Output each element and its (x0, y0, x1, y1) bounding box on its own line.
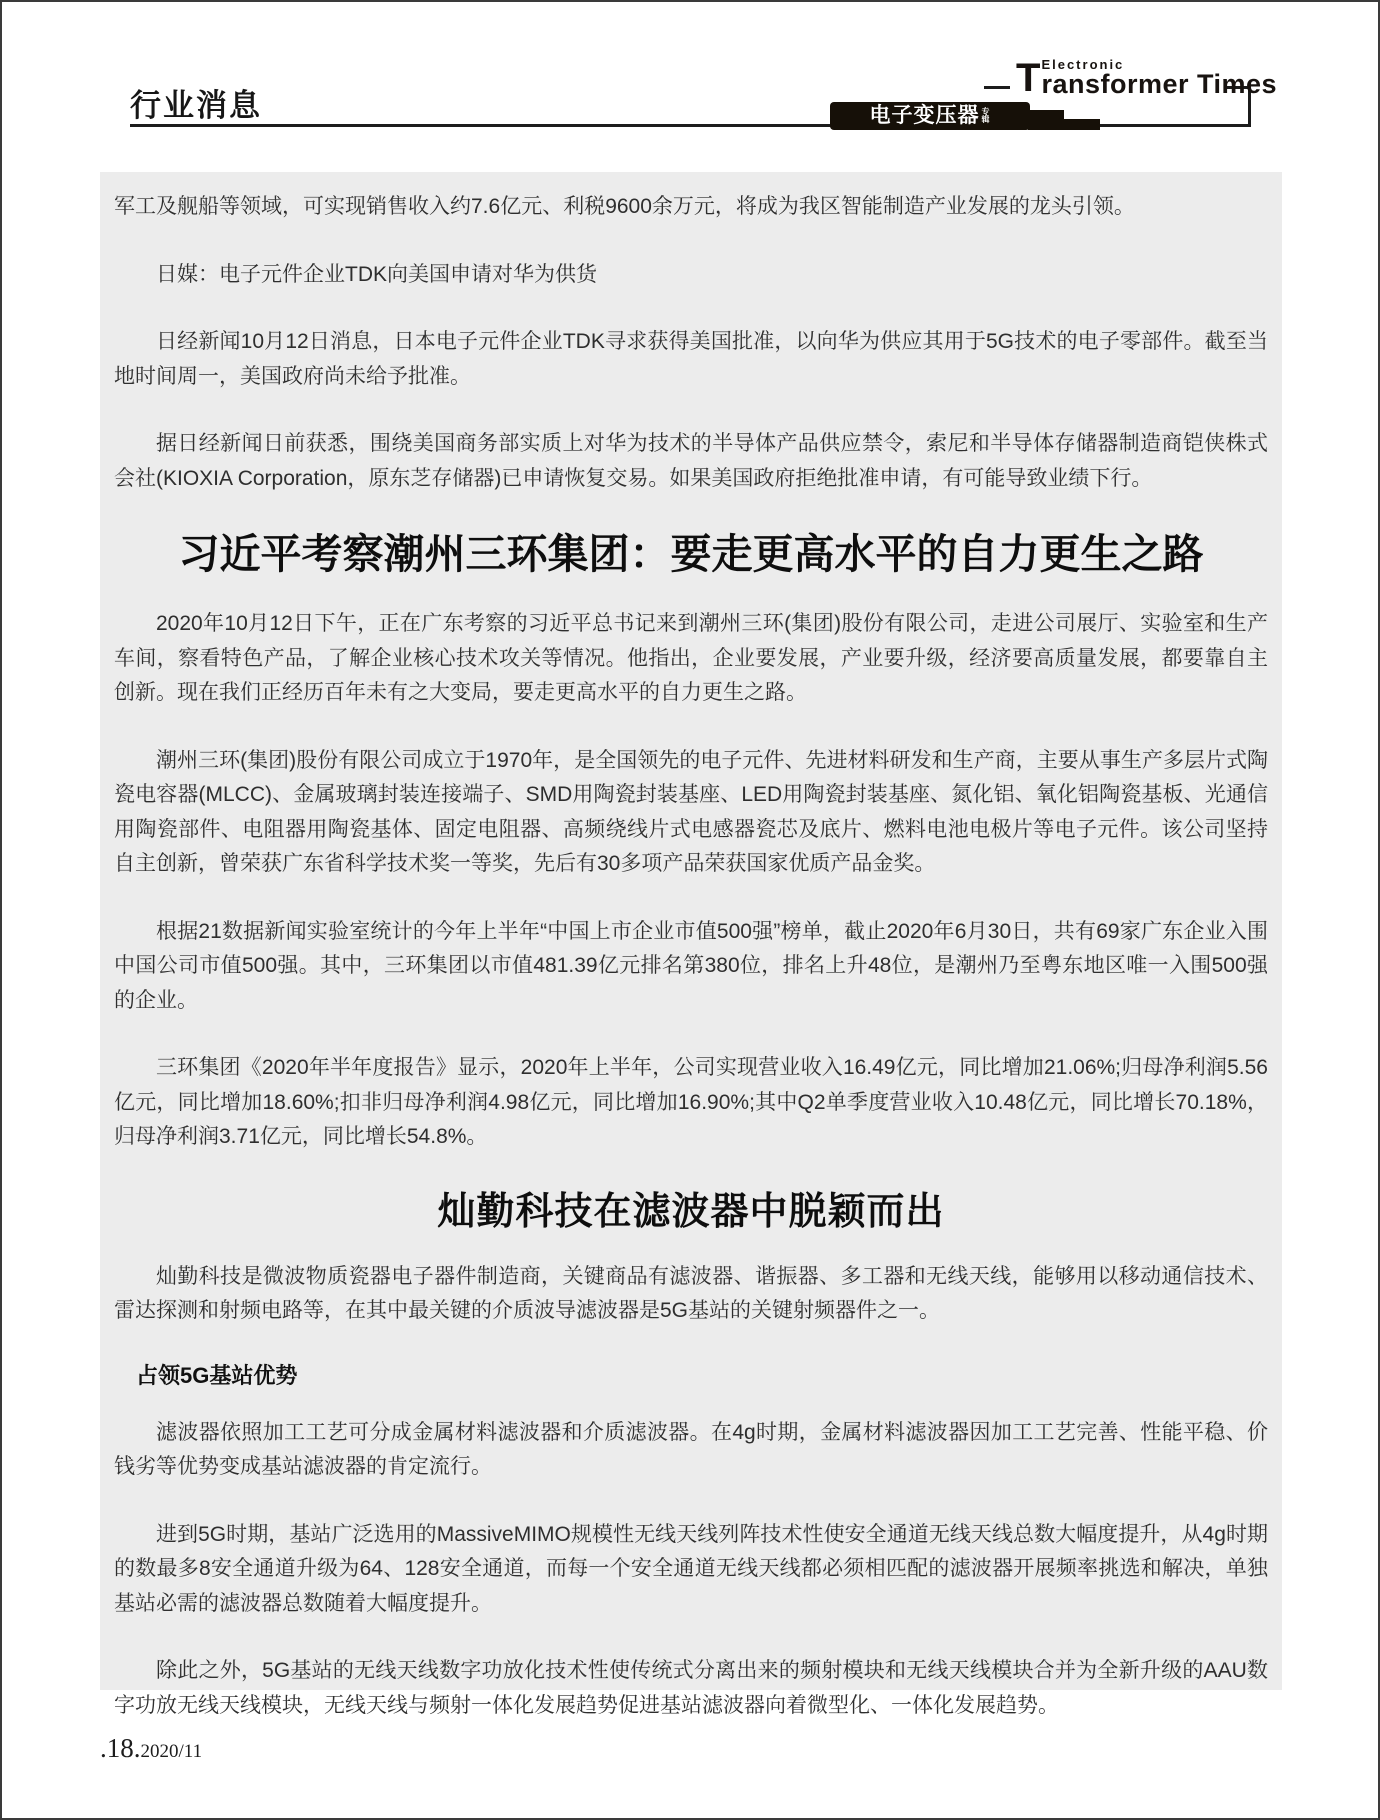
article-paragraph: 据日经新闻日前获悉，围绕美国商务部实质上对华为技术的半导体产品供应禁令，索尼和半导体存储器制造商铠侠株式会社(KIOXIA Corporation，原东芝存储器)已申请恢复交易。如果美国政府拒绝批准申请，有可能导致业绩下行。 (114, 432, 1268, 490)
logo-initial: T (1016, 56, 1041, 100)
article-body (100, 172, 1282, 1717)
badge-step-decoration (1056, 119, 1100, 130)
article-subhead: 占领5G基站优势 (136, 1362, 298, 1388)
magazine-logo (1016, 58, 1277, 98)
article-paragraph: 日媒：电子元件企业TDK向美国申请对华为供货 (156, 262, 597, 286)
article-paragraph: 2020年10月12日下午，正在广东考察的习近平总书记来到潮州三环(集团)股份有限公司，走进公司展厅、实验室和生产车间，察看特色产品，了解企业核心技术攻关等情况。他指出，企业要发展，产业要升级，经济要高质量发展，都要靠自主创新。现在我们正经历百年未有之大变局，要走更高水平的自力更生之路。 (114, 612, 1268, 704)
section-title: 行业消息 (130, 88, 262, 123)
issue-number: 2020/11 (140, 1741, 203, 1762)
article-paragraph: 灿勤科技是微波物质瓷器电子器件制造商，关键商品有滤波器、谐振器、多工器和无线天线，能够用以移动通信技术、雷达探测和射频电路等，在其中最关键的介质波导滤波器是5G基站的关键射频器件之一。 (114, 1264, 1268, 1322)
badge-subtitle: 专辑 (981, 107, 990, 124)
article-paragraph: 军工及舰船等领域，可实现销售收入约7.6亿元、利税9600余万元，将成为我区智能制造产业发展的龙头引领。 (114, 195, 1135, 218)
article-h1: 习近平考察潮州三环集团：要走更高水平的自力更生之路 (178, 531, 1204, 577)
article-paragraph: 三环集团《2020年半年度报告》显示，2020年上半年，公司实现营业收入16.49亿元，同比增加21.06%;归母净利润5.56亿元，同比增加18.60%;扣非归母净利润4.98亿元，同比增加16.90%;其中Q2单季度营业收入10.48亿元，同比增长70.18%，归母净利润3.71亿元，同比增长54.8%。 (114, 1056, 1268, 1148)
article-paragraph: 日经新闻10月12日消息，日本电子元件企业TDK寻求获得美国批准，以向华为供应其用于5G技术的电子零部件。截至当地时间周一，美国政府尚未给予批准。 (114, 330, 1268, 388)
article-paragraph: 除此之外，5G基站的无线天线数字功放化技术性使传统式分离出来的频射模块和无线天线模块合并为全新升级的AAU数字功放无线天线模块，无线天线与频射一体化发展趋势促进基站滤波器向着微型化、一体化发展趋势。 (114, 1659, 1268, 1717)
logo-title-text: ransformer Times (1041, 69, 1278, 99)
page-number: .18. (100, 1733, 141, 1763)
article-paragraph: 进到5G时期，基站广泛选用的MassiveMIMO规模性无线天线列阵技术性使安全通道无线天线总数大幅度提升，从4g时期的数最多8安全通道升级为64、128安全通道，而每一个安全通道无线天线都必须相匹配的滤波器开展频率挑选和解决，单独基站必需的滤波器总数随着大幅度提升。 (114, 1522, 1268, 1615)
page-footer (100, 1733, 202, 1764)
article-paragraph: 根据21数据新闻实验室统计的今年上半年“中国上市企业市值500强”榜单，截止2020年6月30日，共有69家广东企业入围中国公司市值500强。其中，三环集团以市值481.39亿元排名第380位，排名上升48位，是潮州乃至粤东地区唯一入围500强的企业。 (114, 919, 1268, 1012)
badge-title: 电子变压器 (869, 104, 980, 127)
article-paragraph: 潮州三环(集团)股份有限公司成立于1970年，是全国领先的电子元件、先进材料研发和生产商，主要从事生产多层片式陶瓷电容器(MLCC)、金属玻璃封装连接端子、SMD用陶瓷封装基座、LED用陶瓷封装基座、氮化铝、氧化铝陶瓷基板、光通信用陶瓷部件、电阻器用陶瓷基体、固定电阻器、高频绕线片式电感器瓷芯及底片、燃料电池电极片等电子元件。该公司坚持自主创新，曾荣获广东省科学技术奖一等奖，先后有30多项产品荣获国家优质产品金奖。 (114, 748, 1268, 875)
article-blocks (114, 190, 1268, 1723)
article-h2: 灿勤科技在滤波器中脱颖而出 (437, 1190, 945, 1233)
logo-electronic-text: Electronic (1041, 57, 1125, 72)
article-paragraph: 滤波器依照加工工艺可分成金属材料滤波器和介质滤波器。在4g时期，金属材料滤波器因加工工艺完善、性能平稳、价钱劣等优势变成基站滤波器的肯定流行。 (114, 1420, 1268, 1478)
logo-dash-left (984, 86, 1010, 89)
magazine-badge (830, 102, 1030, 130)
